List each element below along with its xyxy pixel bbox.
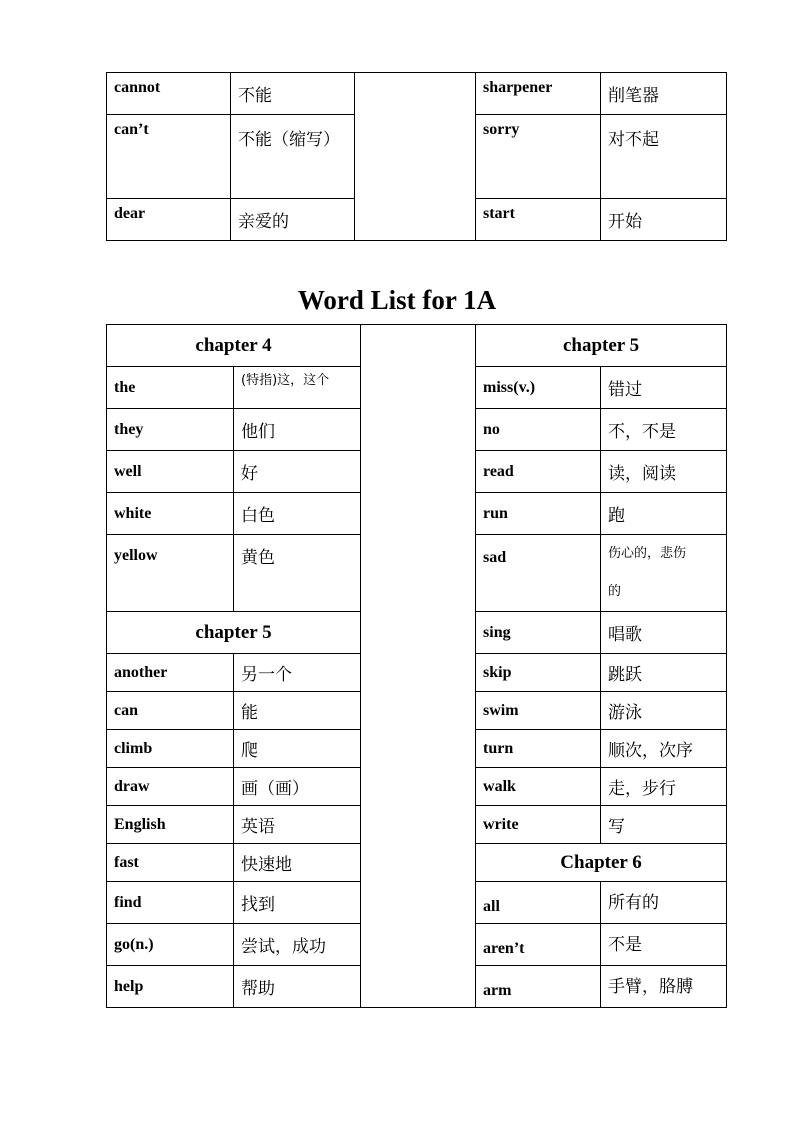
spacer-column bbox=[355, 73, 476, 241]
word-cn: 英语 bbox=[234, 806, 361, 844]
word-en: another bbox=[107, 654, 234, 692]
word-cn: 唱歌 bbox=[601, 612, 727, 654]
word-cn: 黄色 bbox=[234, 535, 361, 612]
word-cn: 不，不是 bbox=[601, 409, 727, 451]
word-cn: 另一个 bbox=[234, 654, 361, 692]
word-cn: 开始 bbox=[601, 199, 727, 241]
word-cn-line: 伤心的，悲伤 bbox=[608, 546, 687, 561]
word-cn: 亲爱的 bbox=[231, 199, 355, 241]
word-cn: 好 bbox=[234, 451, 361, 493]
word-cn: 手臂，胳膊 bbox=[601, 966, 727, 1008]
word-en: well bbox=[107, 451, 234, 493]
word-cn: 读，阅读 bbox=[601, 451, 727, 493]
word-en: miss(v.) bbox=[476, 367, 601, 409]
word-cn-line: 的 bbox=[608, 584, 622, 599]
word-cn: 削笔器 bbox=[601, 73, 727, 115]
page-title: Word List for 1A bbox=[297, 285, 497, 315]
word-en: no bbox=[476, 409, 601, 451]
word-en: can bbox=[107, 692, 234, 730]
word-en: arm bbox=[476, 966, 601, 1008]
word-en: they bbox=[107, 409, 234, 451]
word-cn: 跳跃 bbox=[601, 654, 727, 692]
word-cn: 顺次，次序 bbox=[601, 730, 727, 768]
word-cn: 白色 bbox=[234, 493, 361, 535]
word-en: sorry bbox=[476, 115, 601, 199]
word-cn: 不能 bbox=[231, 73, 355, 115]
word-cn: 写 bbox=[601, 806, 727, 844]
word-cn: 所有的 bbox=[601, 882, 727, 924]
word-cn: 对不起 bbox=[601, 115, 727, 199]
word-en: can’t bbox=[107, 115, 231, 199]
table-row bbox=[107, 325, 727, 367]
spacer-column bbox=[361, 325, 476, 1008]
word-cn: 走，步行 bbox=[601, 768, 727, 806]
word-en: all bbox=[476, 882, 601, 924]
word-en: walk bbox=[476, 768, 601, 806]
word-en: cannot bbox=[107, 73, 231, 115]
word-en: run bbox=[476, 493, 601, 535]
word-en: go(n.) bbox=[107, 924, 234, 966]
table-row bbox=[107, 73, 727, 115]
chapter-heading: chapter 5 bbox=[107, 612, 361, 654]
word-en: sing bbox=[476, 612, 601, 654]
word-en: swim bbox=[476, 692, 601, 730]
word-cn: (特指)这，这个 bbox=[234, 367, 361, 409]
word-en: aren’t bbox=[476, 924, 601, 966]
word-en: find bbox=[107, 882, 234, 924]
word-cn: 不能（缩写） bbox=[231, 115, 355, 199]
word-cn: 帮助 bbox=[234, 966, 361, 1008]
word-en: English bbox=[107, 806, 234, 844]
word-en: the bbox=[107, 367, 234, 409]
top-word-table bbox=[106, 72, 727, 241]
word-en: read bbox=[476, 451, 601, 493]
word-cn: 画（画） bbox=[234, 768, 361, 806]
word-list-table bbox=[106, 324, 727, 1008]
chapter-heading: Chapter 6 bbox=[476, 844, 727, 882]
word-cn: 错过 bbox=[601, 367, 727, 409]
word-en: climb bbox=[107, 730, 234, 768]
word-en: white bbox=[107, 493, 234, 535]
word-en: start bbox=[476, 199, 601, 241]
word-cn: 找到 bbox=[234, 882, 361, 924]
word-en: turn bbox=[476, 730, 601, 768]
chapter-heading: chapter 4 bbox=[107, 325, 361, 367]
chapter-heading: chapter 5 bbox=[476, 325, 727, 367]
word-en: sad bbox=[476, 535, 601, 612]
word-cn: 他们 bbox=[234, 409, 361, 451]
word-en: dear bbox=[107, 199, 231, 241]
word-cn: 游泳 bbox=[601, 692, 727, 730]
word-en: help bbox=[107, 966, 234, 1008]
word-cn: 跑 bbox=[601, 493, 727, 535]
word-en: fast bbox=[107, 844, 234, 882]
word-cn: 爬 bbox=[234, 730, 361, 768]
word-en: write bbox=[476, 806, 601, 844]
word-cn bbox=[601, 535, 727, 612]
word-en: draw bbox=[107, 768, 234, 806]
word-cn: 尝试，成功 bbox=[234, 924, 361, 966]
word-en: skip bbox=[476, 654, 601, 692]
word-cn: 不是 bbox=[601, 924, 727, 966]
word-en: sharpener bbox=[476, 73, 601, 115]
word-en: yellow bbox=[107, 535, 234, 612]
word-cn: 能 bbox=[234, 692, 361, 730]
word-cn: 快速地 bbox=[234, 844, 361, 882]
